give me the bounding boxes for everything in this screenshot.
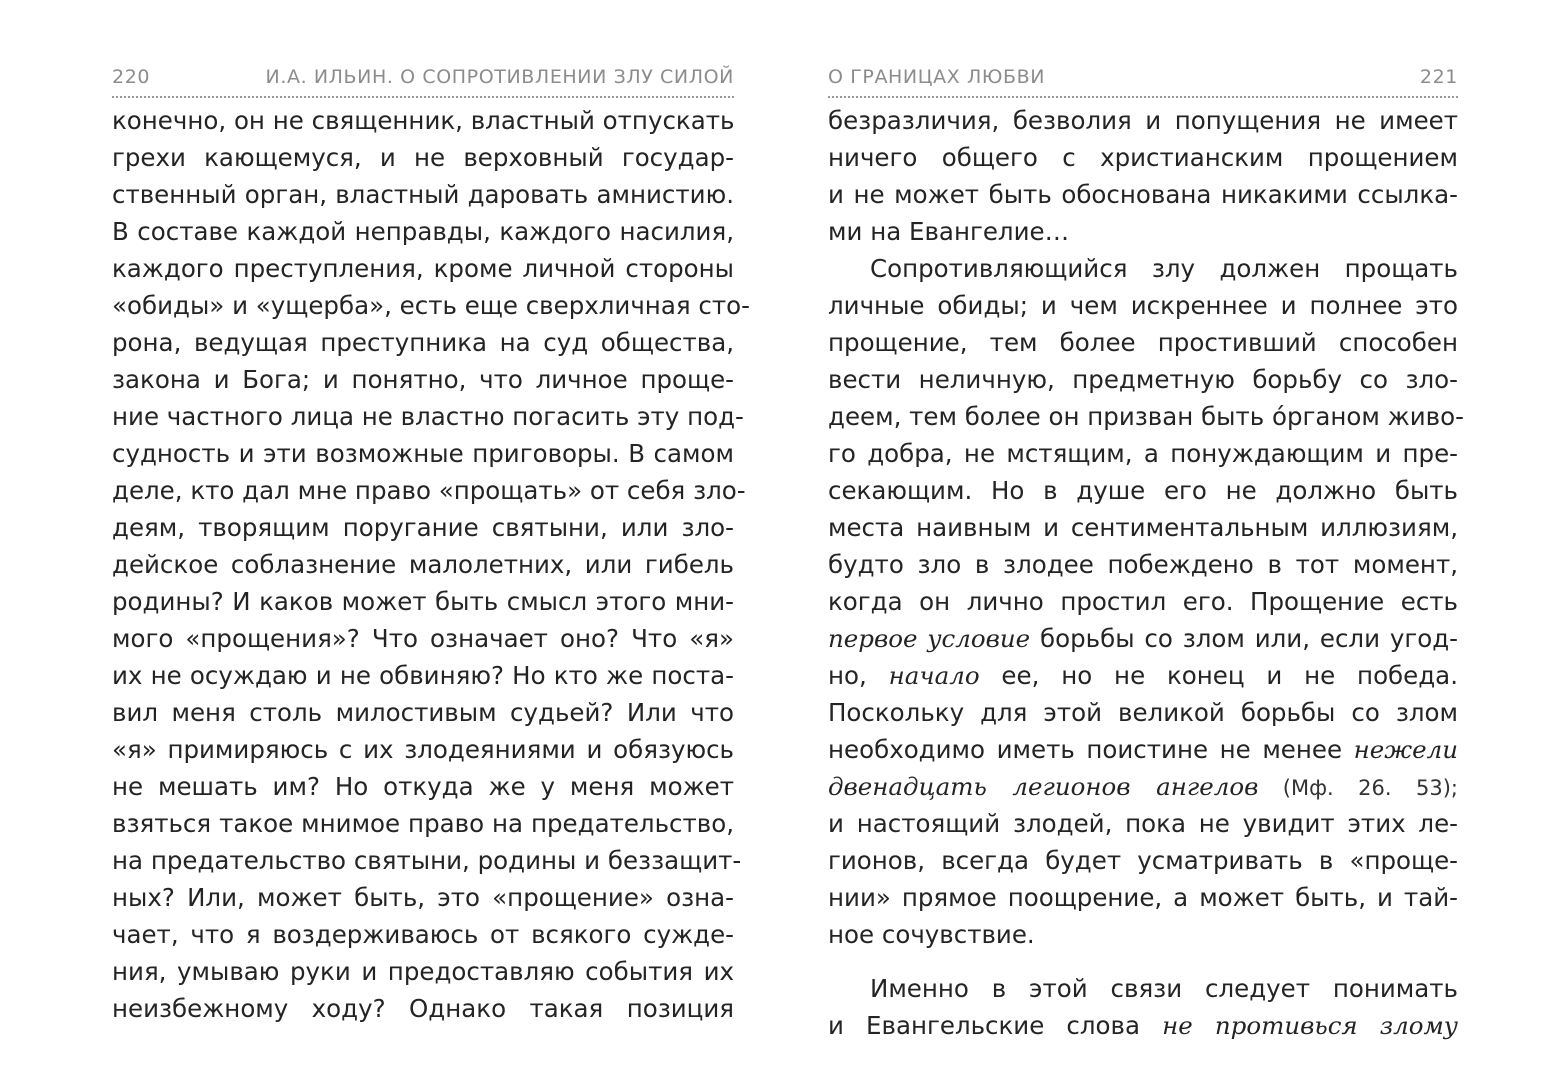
text-line: Поскольку для этой великой борьбы со злом	[828, 698, 1458, 727]
paragraph-start-line: Именно в этой связи следует понимать	[870, 974, 1458, 1003]
text-line: ственный орган, властный даровать амнистию.	[112, 180, 734, 209]
text-line: прощение, тем более простивший способен	[828, 328, 1458, 357]
text-line: личные обиды; и чем искреннее и полнее это	[828, 291, 1458, 320]
running-header: О ГРАНИЦАХ ЛЮБВИ	[828, 66, 1046, 88]
text-run: борьбы со злом или, если угод-	[1030, 624, 1458, 653]
text-line: грехи кающемуся, и не верховный государ-	[112, 143, 734, 172]
text-line	[828, 768, 1458, 805]
paragraph-gap	[828, 953, 1458, 970]
text-line: мого «прощения»? Что означает оно? Что «я»	[112, 624, 734, 653]
text-line: родины? И каков может быть смысл этого мни-	[112, 587, 734, 616]
text-line: будто зло в злодее побеждено в тот момент,	[828, 550, 1458, 579]
text-line: вести неличную, предметную борьбу со зло-	[828, 365, 1458, 394]
right-page	[828, 0, 1464, 1044]
scripture-reference: (Мф. 26. 53);	[1258, 776, 1458, 800]
text-line: нии» прямое поощрение, а может быть, и тай-	[828, 883, 1458, 912]
text-line: ное сочувствие.	[828, 920, 1035, 949]
text-line: и не может быть обоснована никакими ссылка-	[828, 180, 1458, 209]
text-run: необходимо иметь поистине не менее	[828, 735, 1354, 764]
text-line: чает, что я воздерживаюсь от всякого сужде-	[112, 920, 734, 949]
italic-phrase: первое условие	[828, 624, 1031, 653]
text-line: рона, ведущая преступника на суд общества,	[112, 328, 734, 357]
text-line: конечно, он не священник, властный отпускать	[112, 106, 735, 135]
text-run: ее, но не конец и не победа.	[979, 661, 1458, 690]
paragraph-start-line: Сопротивляющийся злу должен прощать	[870, 254, 1458, 283]
text-line: го добра, не мстящим, а понуждающим и пре-	[828, 439, 1458, 468]
page-number: 220	[112, 66, 151, 88]
text-line: дейское соблазнение малолетних, или гибель	[112, 550, 734, 579]
text-line: безразличия, безволия и попущения не имеет	[828, 106, 1458, 135]
text-run: но,	[828, 661, 889, 690]
text-line: судность и эти возможные приговоры. В самом	[112, 439, 734, 468]
text-line: вил меня столь милостивым судьей? Или что	[112, 698, 734, 727]
text-line: на предательство святыни, родины и беззащит-	[112, 846, 742, 875]
left-page-text	[112, 102, 750, 1027]
left-page-header	[112, 56, 734, 98]
text-line: деем, тем более он призван быть óрганом живо-	[828, 402, 1464, 431]
text-line: секающим. Но в душе его не должно быть	[828, 476, 1458, 505]
text-line: закона и Бога; и понятно, что личное проще-	[112, 365, 734, 394]
left-page	[112, 0, 750, 1027]
right-page-header	[828, 56, 1458, 98]
text-line: ных? Или, может быть, это «прощение» озна-	[112, 883, 734, 912]
text-line: взяться такое мнимое право на предательство,	[112, 809, 734, 838]
text-line: каждого преступления, кроме личной стороны	[112, 254, 734, 283]
text-line: ми на Евангелие…	[828, 217, 1070, 246]
page-number: 221	[1419, 66, 1458, 88]
text-line: гионов, всегда будет усматривать в «проще-	[828, 846, 1458, 875]
italic-phrase: нежели	[1353, 735, 1458, 764]
text-line: ние частного лица не властно погасить эту под-	[112, 402, 744, 431]
text-line: места наивным и сентиментальным иллюзиям,	[828, 513, 1458, 542]
text-line: «я» примиряюсь с их злодеяниями и обязуюсь	[112, 735, 734, 764]
text-line: ничего общего с христианским прощением	[828, 143, 1458, 172]
text-line	[828, 657, 1458, 694]
text-run: и Евангельские слова	[828, 1011, 1163, 1040]
text-line: не мешать им? Но откуда же у меня может	[112, 772, 734, 801]
text-line	[828, 620, 1458, 657]
running-header: И.А. ИЛЬИН. О СОПРОТИВЛЕНИИ ЗЛУ СИЛОЙ	[265, 66, 734, 88]
text-line: их не осуждаю и не обвиняю? Но кто же поста-	[112, 661, 734, 690]
text-line	[828, 1007, 1458, 1044]
text-line: деле, кто дал мне право «прощать» от себя зло-	[112, 476, 746, 505]
text-line	[828, 731, 1458, 768]
text-line: когда он лично простил его. Прощение есть	[828, 587, 1458, 616]
text-line: «обиды» и «ущерба», есть еще сверхличная сто-	[112, 291, 750, 320]
text-line: неизбежному ходу? Однако такая позиция	[112, 994, 734, 1023]
text-line: В составе каждой неправды, каждого насилия,	[112, 217, 734, 246]
italic-phrase: не противься злому	[1162, 1011, 1459, 1040]
text-line: и настоящий злодей, пока не увидит этих ле-	[828, 809, 1458, 838]
italic-phrase: начало	[888, 661, 980, 690]
right-page-text	[828, 102, 1464, 1044]
italic-phrase: двенадцать легионов ангелов	[828, 772, 1259, 801]
text-line: ния, умываю руки и предоставляю события их	[112, 957, 734, 986]
text-line: деям, творящим поругание святыни, или зло-	[112, 513, 734, 542]
